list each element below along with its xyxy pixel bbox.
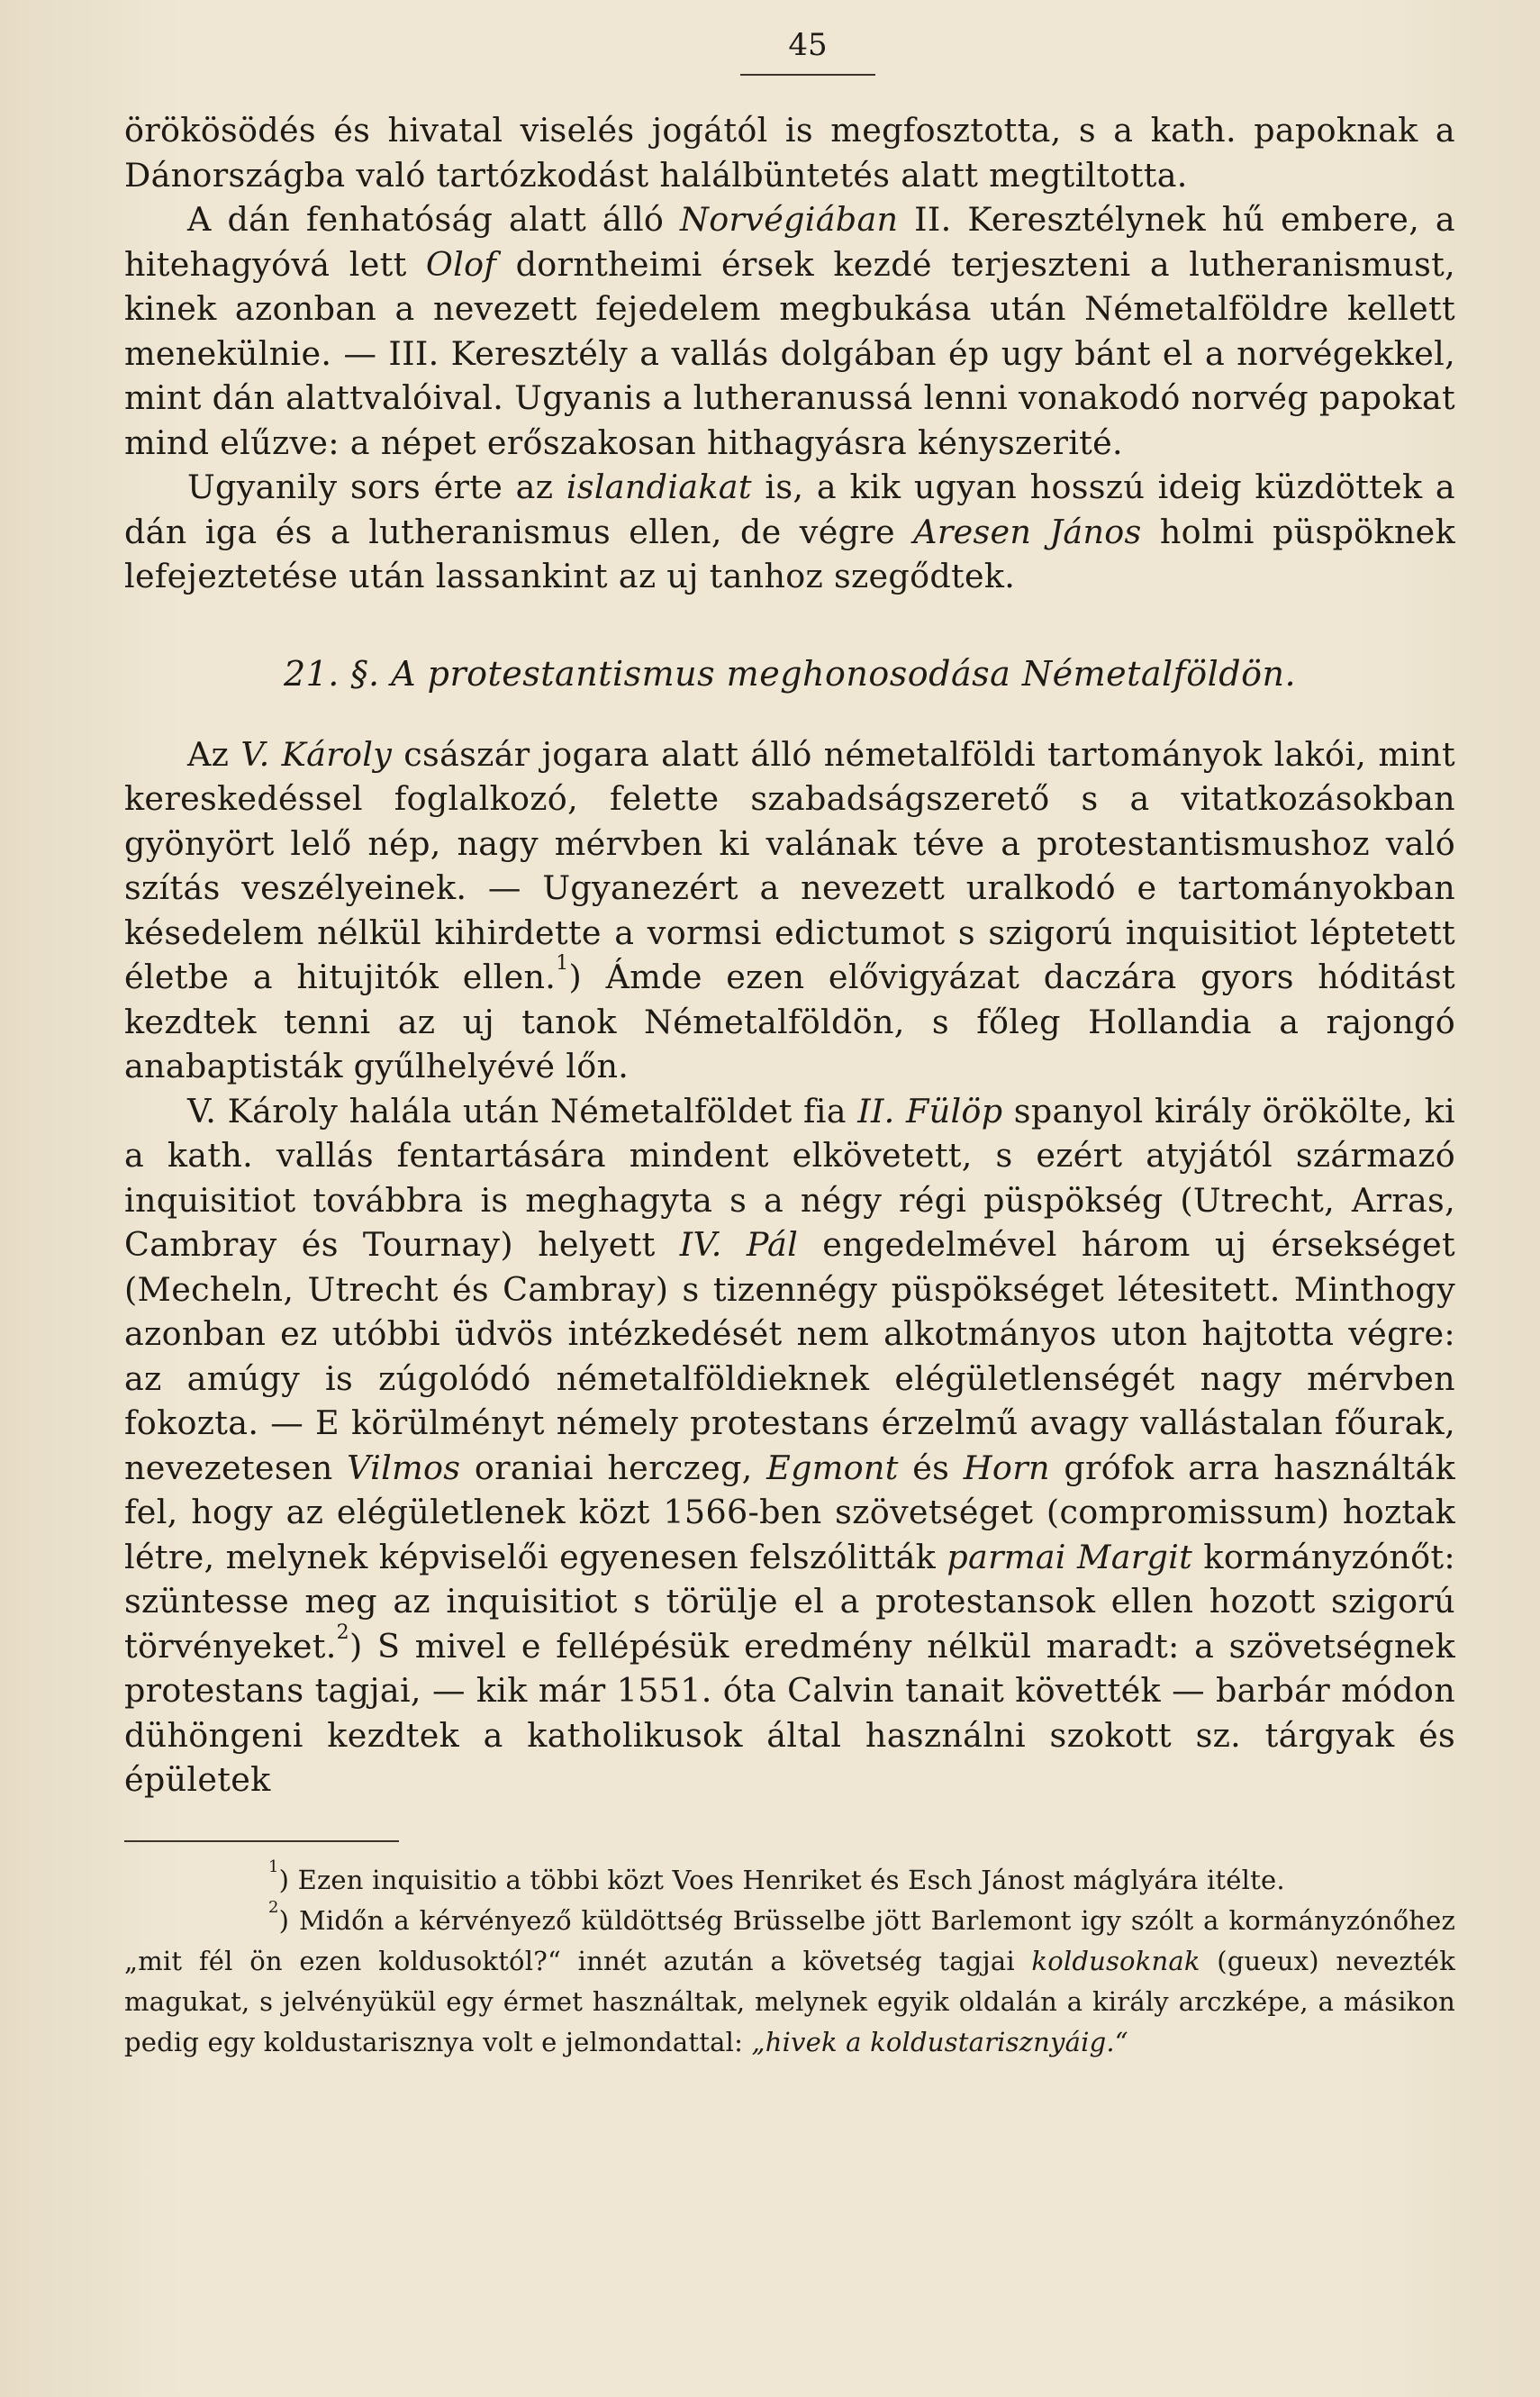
page-number: 45 bbox=[788, 27, 828, 63]
header-rule bbox=[740, 74, 875, 76]
footnote bbox=[124, 1857, 1455, 1901]
italic-text: Vilmos bbox=[347, 1448, 461, 1487]
body-text bbox=[124, 108, 1455, 1802]
text-run: ) S mivel e fellépésük eredmény nélkül maradt: a szövetségnek protestans tagjai, — kik már 1551. óta Calvin tanait követték — barbár módon dühöngeni kezdtek a katholikusok által használni szokott sz. tárgyak és épületek bbox=[124, 1626, 1455, 1799]
italic-text: Norvégiában bbox=[680, 200, 899, 239]
text-run: ) Ezen inquisitio a többi közt Voes Henriket és Esch Jánost máglyára itélte. bbox=[278, 1864, 1285, 1895]
footnote-rule bbox=[124, 1840, 399, 1842]
text-run: örökösödés és hivatal viselés jogától is megfosztotta, s a kath. papoknak a Dánországba való tartózkodást halálbüntetés alatt megtiltotta. bbox=[124, 111, 1455, 195]
italic-text: V. Károly bbox=[240, 734, 393, 774]
text-run: II. Keresztélynek hű embere, a hitehagyóvá lett bbox=[124, 200, 1455, 284]
paragraph bbox=[124, 732, 1455, 1089]
text-run: spanyol király örökölte, ki a kath. vallás fentartására mindent elkövetett, s ezért atyjától származó inquisitiot továbbra is meghagyta s a négy régi püspökség (Utrecht, Arras, Cambray és Tournay) helyett bbox=[124, 1091, 1456, 1264]
text-run: ) Midőn a kérvényező küldöttség Brüsselbe jött Barlemont igy szólt a kormányzónőhez „mit fél ön ezen koldusoktól?“ innét azután a követség tagjai bbox=[124, 1904, 1455, 1976]
italic-text: Egmont bbox=[766, 1448, 899, 1487]
paragraph bbox=[124, 465, 1455, 599]
bottom-paragraphs bbox=[124, 732, 1455, 1802]
top-paragraphs bbox=[124, 108, 1455, 599]
text-run: császár jogara alatt álló németalföldi tartományok lakói, mint kereskedéssel foglalkozó, felette szabadságszerető s a vitatkozásokban gyönyört lelő nép, nagy mérvben ki valának téve a protestantismushoz való szítás veszélyeinek. — Ugyanezért a nevezett uralkodó e tartományokban késedelem nélkül kihirdette a vormsi edictumot s szigorú inquisitiot léptetett életbe a hitujitók ellen. bbox=[124, 734, 1455, 996]
text-run: Ugyanily sors érte az bbox=[187, 468, 566, 506]
text-run: Az bbox=[187, 734, 241, 774]
text-run: oraniai herczeg, bbox=[460, 1448, 767, 1487]
text-run: és bbox=[898, 1448, 964, 1487]
footnote-marker: 1 bbox=[556, 952, 569, 975]
paragraph bbox=[124, 197, 1455, 465]
text-run: dorntheimi érsek kezdé terjeszteni a lutheranismust, kinek azonban a nevezett fejedelem megbukása után Németalföldre kellett menekülnie. — III. Keresztély a vallás dolgában ép ugy bánt el a norvégekkel, mint dán alattvalóival. Ugyanis a lutheranussá lenni vonakodó norvég papokat mind elűzve: a népet erőszakosan hithagyásra kényszerité. bbox=[124, 244, 1455, 462]
italic-text: II. Fülöp bbox=[857, 1091, 1003, 1130]
italic-text: parmai Margit bbox=[947, 1537, 1193, 1576]
text-run: holmi püspöknek lefejeztetése után lassankint az uj tanhoz szegődtek. bbox=[124, 512, 1455, 595]
italic-text: IV. Pál bbox=[679, 1225, 799, 1264]
italic-text: Horn bbox=[963, 1448, 1050, 1487]
text-run: (gueux) nevezték magukat, s jelvényükül egy érmet használtak, melynek egyik oldalán a király arczképe, a másikon pedig egy koldustarisznya volt e jelmondattal: bbox=[124, 1945, 1455, 2057]
text-run: kormányzónőt: szüntesse meg az inquisitiot s törülje el a protestansok ellen hozott szigorú törvényeket. bbox=[124, 1537, 1455, 1666]
footnote-marker: 1 bbox=[268, 1857, 279, 1876]
text-run: ) Ámde ezen elővigyázat daczára gyors hóditást kezdtek tenni az uj tanok Németalföldön, s főleg Hollandia a rajongó anabaptisták gyűlhelyévé lőn. bbox=[124, 958, 1456, 1085]
paragraph bbox=[124, 108, 1455, 197]
footnotes bbox=[124, 1857, 1455, 2063]
section-title: 21. §. A protestantismus meghonosodása Németalföldön. bbox=[283, 653, 1297, 694]
italic-text: Olof bbox=[425, 244, 497, 284]
paragraph bbox=[124, 1089, 1455, 1802]
text-run: A dán fenhatóság alatt álló bbox=[187, 200, 681, 239]
text-run: grófok arra használták fel, hogy az elégületlenek közt 1566-ben szövetséget (compromissum) hoztak létre, melynek képviselői egyenesen felszólitták bbox=[124, 1448, 1455, 1576]
footnote-marker: 2 bbox=[268, 1897, 279, 1917]
italic-text: „hivek a koldustarisznyáig.“ bbox=[751, 2026, 1128, 2057]
text-run: is, a kik ugyan hosszú ideig küzdöttek a dán iga és a lutheranismus ellen, de végre bbox=[124, 468, 1455, 551]
italic-text: Aresen János bbox=[913, 512, 1142, 551]
text-run: engedelmével három uj érsekséget (Mecheln, Utrecht és Cambray) s tizennégy püspökséget létesitett. Minthogy azonban ez utóbbi üdvös intézkedését nem alkotmányos uton hajtotta végre: az amúgy is zúgolódó németalföldieknek elégületlenségét nagy mérvben fokozta. — E körülményt némely protestans érzelmű avagy vallástalan főurak, nevezetesen bbox=[124, 1225, 1455, 1487]
footnote bbox=[124, 1897, 1455, 2063]
text-run: V. Károly halála után Németalföldet fia bbox=[187, 1091, 858, 1130]
italic-text: koldusoknak bbox=[1031, 1945, 1200, 1976]
italic-text: islandiakat bbox=[566, 468, 752, 506]
footnote-marker: 2 bbox=[336, 1621, 349, 1644]
